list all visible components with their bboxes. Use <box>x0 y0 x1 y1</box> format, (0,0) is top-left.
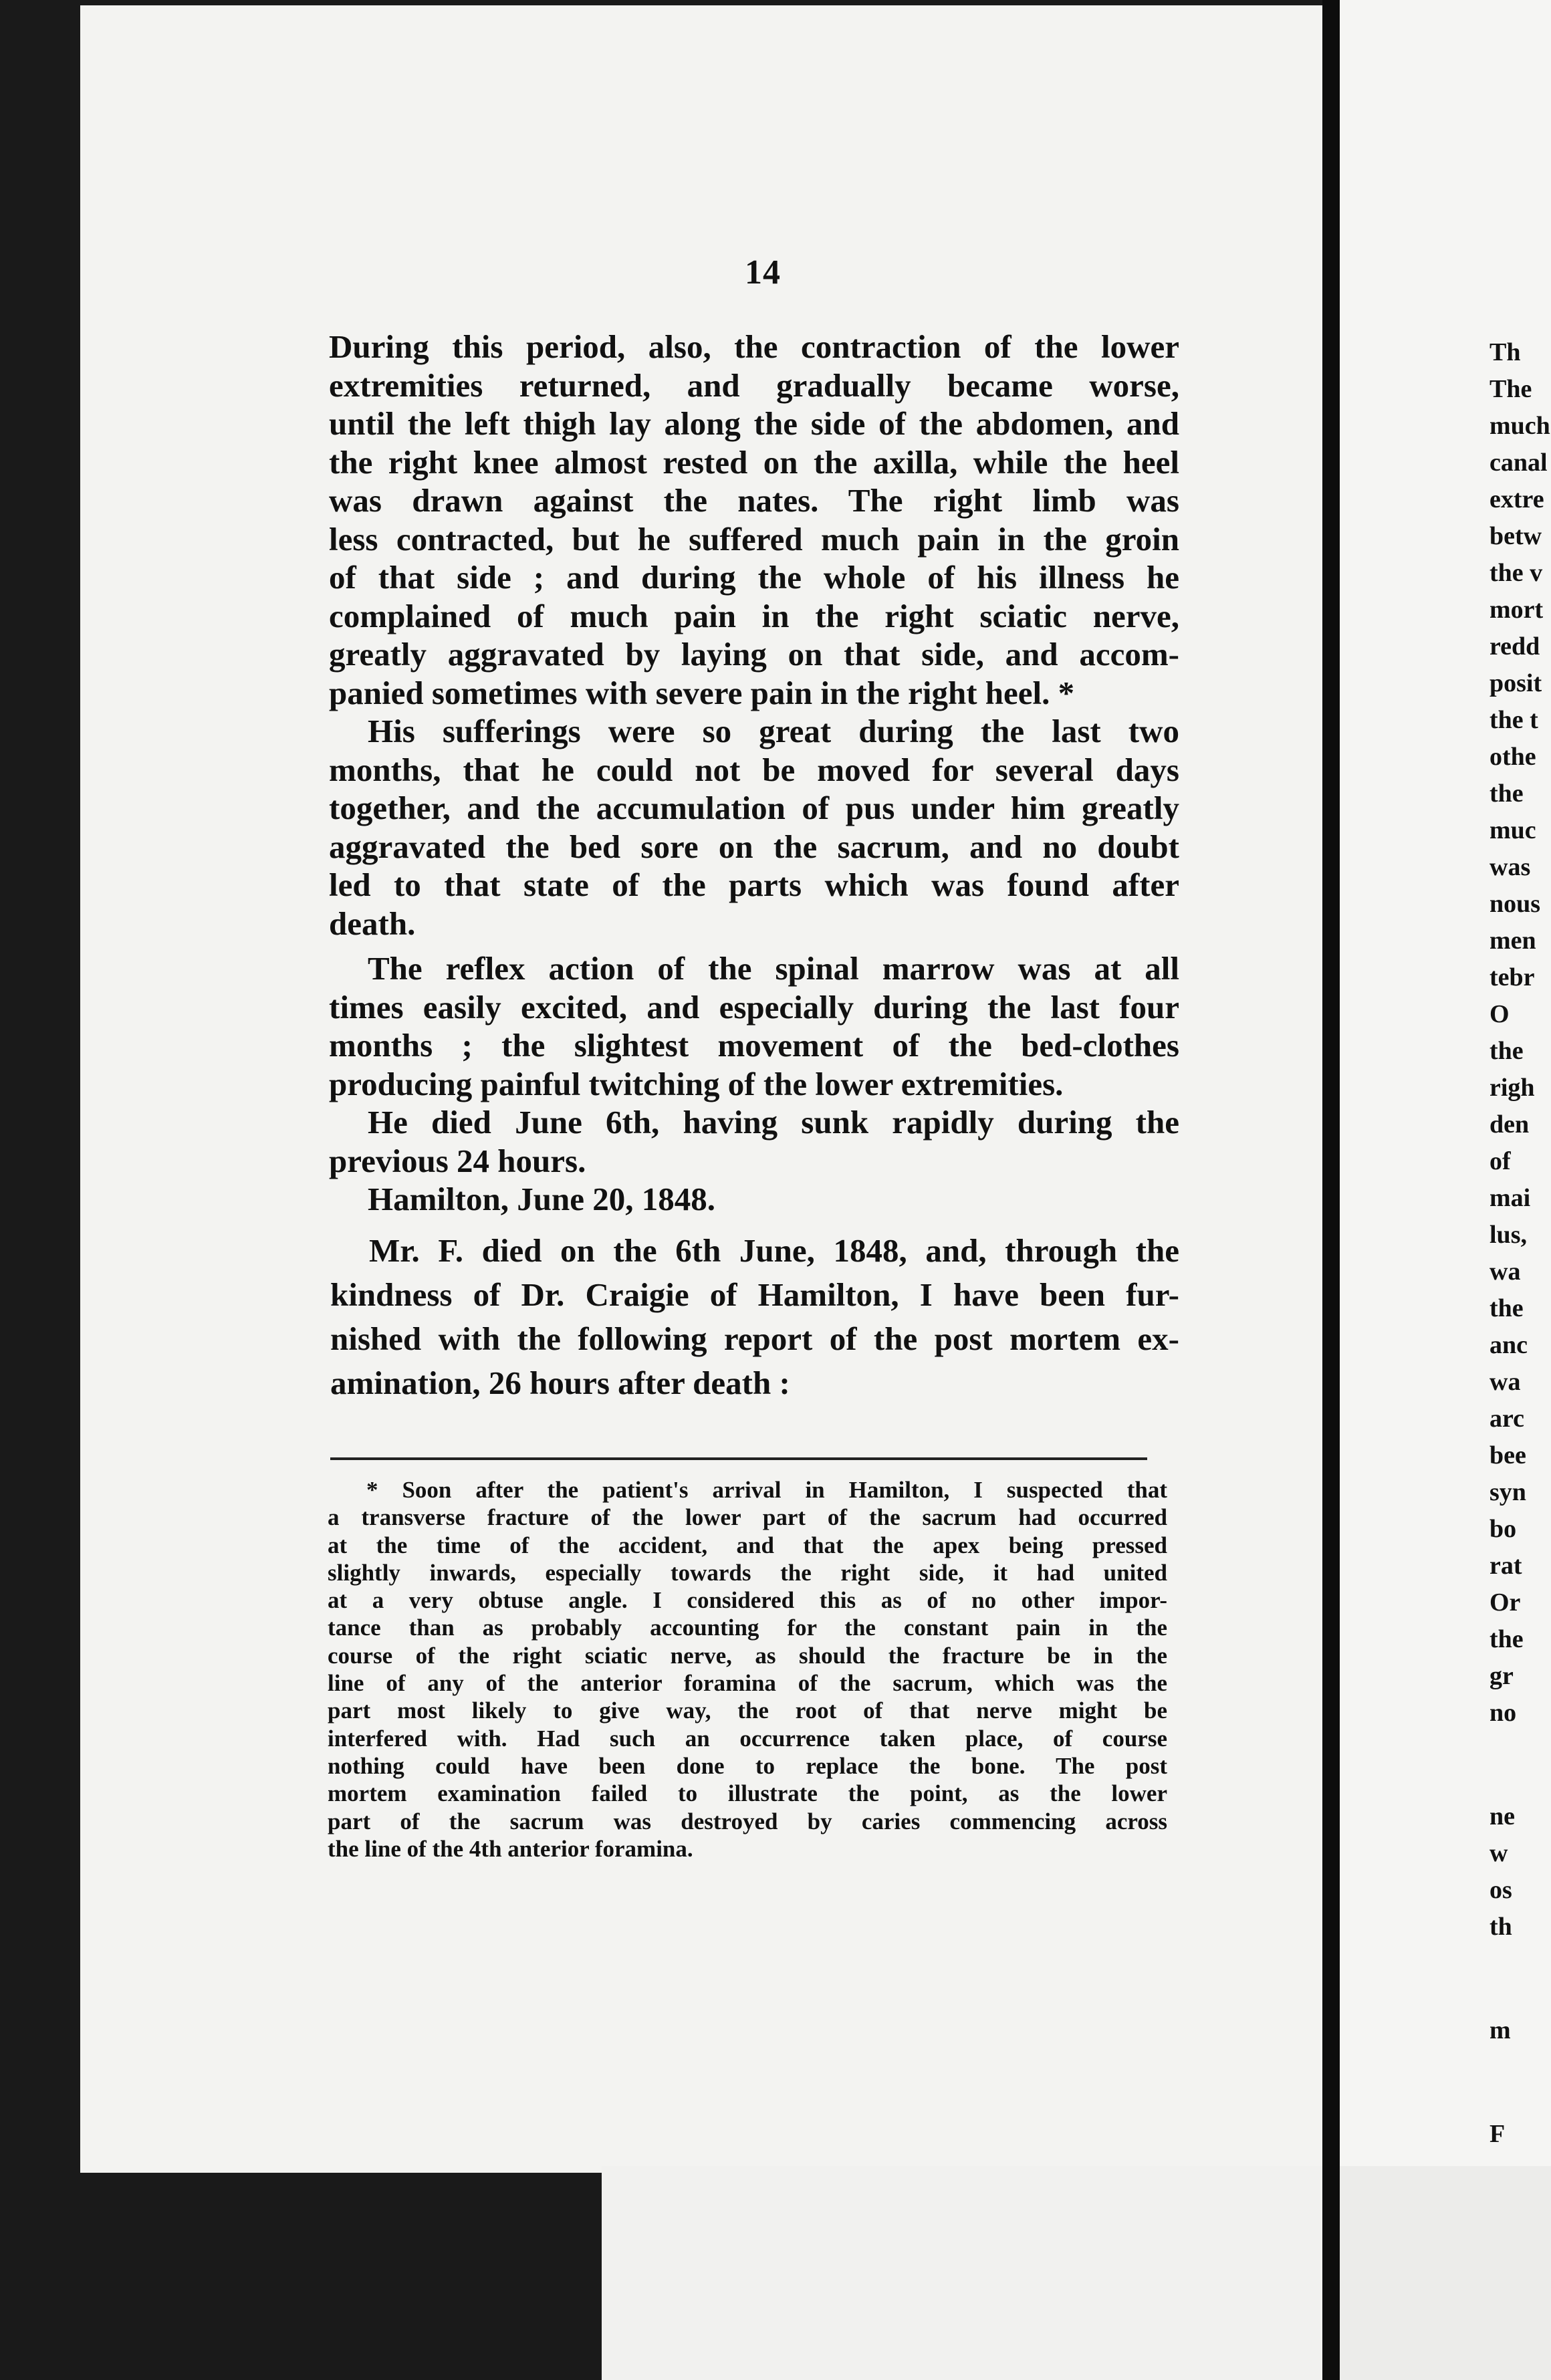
footnote-line: a transverse fracture of the lower part of the sacrum had occurred <box>328 1504 1167 1531</box>
right-page-fragment: the <box>1489 1625 1524 1653</box>
footnote-line: slightly inwards, especially towards the right side, it had united <box>328 1559 1167 1586</box>
fragment-spacer <box>1489 2049 1551 2116</box>
footnote-line: mortem examination failed to illustrate the point, as the lower <box>328 1780 1167 1807</box>
text-line: His sufferings were so great during the last two <box>368 713 1179 749</box>
right-page-text-fragments <box>1489 334 1551 2153</box>
right-page-fragment: m <box>1489 2016 1511 2044</box>
text-line: amination, 26 hours after death : <box>330 1364 790 1401</box>
right-page-fragment: tebr <box>1489 963 1535 991</box>
right-page-fragment: bo <box>1489 1515 1517 1543</box>
paragraph <box>329 328 1179 712</box>
right-page-fragment: othe <box>1489 743 1536 771</box>
right-page-fragment: gr <box>1489 1662 1514 1690</box>
paragraph <box>329 949 1179 1103</box>
right-page-fragment: extre <box>1489 485 1544 513</box>
footnote-line: part most likely to give way, the root of that nerve might be <box>328 1697 1167 1724</box>
text-line: nished with the following report of the post mortem ex- <box>330 1320 1179 1357</box>
right-page-fragment: nous <box>1489 890 1541 918</box>
right-page-fragment: the t <box>1489 706 1538 734</box>
text-line: aggravated the bed sore on the sacrum, and no doubt <box>329 828 1179 865</box>
dateline <box>329 1180 1179 1219</box>
right-page-lower-edge <box>1340 2166 1551 2380</box>
right-page-fragment: th <box>1489 1913 1512 1941</box>
right-page-fragment: F <box>1489 2120 1506 2148</box>
right-page-fragment: anc <box>1489 1331 1528 1359</box>
footnote-line: line of any of the anterior foramina of the sacrum, which was the <box>328 1670 1167 1697</box>
right-page-fragment: the <box>1489 1037 1524 1065</box>
footnote-line: at the time of the accident, and that the apex being pressed <box>328 1532 1167 1558</box>
paragraph <box>329 1103 1179 1180</box>
right-page-fragment: rat <box>1489 1552 1522 1580</box>
main-text <box>329 328 1179 1219</box>
text-line: until the left thigh lay along the side of the abdomen, and <box>329 405 1179 442</box>
footnote-line: at a very obtuse angle. I considered this as of no other impor- <box>328 1587 1167 1614</box>
text-line: together, and the accumulation of pus under him greatly <box>329 790 1179 826</box>
footnote-line: nothing could have been done to replace the bone. The post <box>328 1752 1167 1779</box>
footnote-line: interfered with. Had such an occurrence taken place, of course <box>328 1725 1167 1752</box>
text-line: kindness of Dr. Craigie of Hamilton, I have been fur- <box>330 1276 1179 1313</box>
right-page-fragment: arc <box>1489 1405 1525 1433</box>
right-page-fragment: righ <box>1489 1074 1535 1102</box>
right-page-fragment: w <box>1489 1839 1508 1867</box>
text-line: panied sometimes with severe pain in the right heel. * <box>329 674 1075 711</box>
post-mortem-intro <box>330 1229 1179 1405</box>
right-page-fragment: Or <box>1489 1588 1521 1617</box>
text-line: He died June 6th, having sunk rapidly during the <box>368 1104 1179 1141</box>
right-page-fragment: os <box>1489 1876 1512 1904</box>
text-line: of that side ; and during the whole of his illness he <box>329 559 1179 596</box>
text-line: complained of much pain in the right sciatic nerve, <box>329 597 1179 634</box>
footnote-line: part of the sacrum was destroyed by caries commencing across <box>328 1808 1167 1834</box>
right-page-fragment: no <box>1489 1699 1517 1727</box>
footnote-line: course of the right sciatic nerve, as should the fracture be in the <box>328 1642 1167 1669</box>
right-page-fragment: wa <box>1489 1368 1521 1396</box>
right-page-fragment: was <box>1489 853 1531 881</box>
paragraph <box>329 712 1179 943</box>
text-line: less contracted, but he suffered much pain in the groin <box>329 520 1179 558</box>
text-line: death. <box>329 905 416 942</box>
right-page-fragment: the <box>1489 1294 1524 1322</box>
left-page-lower-edge <box>602 2166 1330 2380</box>
right-page-fragment: of <box>1489 1147 1511 1175</box>
right-page-fragment: redd <box>1489 632 1540 661</box>
text-line: led to that state of the parts which was found after <box>329 866 1179 903</box>
right-page-fragment: much <box>1489 412 1550 440</box>
text-line: times easily excited, and especially during the last four <box>329 988 1179 1026</box>
right-page-fragment: betw <box>1489 522 1542 550</box>
text-line: During this period, also, the contraction of the lower <box>329 328 1179 365</box>
book-binding <box>1322 0 1340 2380</box>
right-page-fragment: wa <box>1489 1258 1521 1286</box>
footnote-line: * Soon after the patient's arrival in Hamilton, I suspected that <box>366 1477 1167 1503</box>
text-line: was drawn against the nates. The right limb was <box>329 482 1179 519</box>
page-number: 14 <box>745 253 781 291</box>
right-page-fragment: mai <box>1489 1184 1531 1212</box>
footnote-rule <box>330 1457 1147 1460</box>
right-page-fragment: mort <box>1489 596 1544 624</box>
text-line: Mr. F. died on the 6th June, 1848, and, through the <box>369 1232 1179 1269</box>
text-line: extremities returned, and gradually became worse, <box>329 366 1179 404</box>
text-line: producing painful twitching of the lower extremities. <box>329 1065 1064 1102</box>
right-page-fragment: canal <box>1489 449 1548 477</box>
right-page-fragment: The <box>1489 375 1532 403</box>
right-page-fragment: O <box>1489 1000 1510 1028</box>
right-page-fragment: men <box>1489 927 1536 955</box>
right-page-fragment: muc <box>1489 816 1536 844</box>
right-page-fragment: lus, <box>1489 1221 1527 1249</box>
right-page-fragment: posit <box>1489 669 1542 697</box>
text-line: Hamilton, June 20, 1848. <box>368 1181 715 1217</box>
right-page-fragment: the <box>1489 780 1524 808</box>
fragment-spacer <box>1489 1732 1551 1798</box>
footnote <box>328 1476 1167 1863</box>
footnote-line: the line of the 4th anterior foramina. <box>328 1835 693 1862</box>
text-line: the right knee almost rested on the axilla, while the heel <box>329 443 1179 481</box>
text-line: months, that he could not be moved for several days <box>329 751 1179 788</box>
fragment-spacer <box>1489 1945 1551 2012</box>
right-page-fragment: Th <box>1489 338 1521 366</box>
right-page-fragment: the v <box>1489 559 1543 587</box>
right-page-fragment: ne <box>1489 1802 1515 1830</box>
text-line: greatly aggravated by laying on that side, and accom- <box>329 636 1179 673</box>
text-line: The reflex action of the spinal marrow was at all <box>368 950 1179 987</box>
footnote-line: tance than as probably accounting for the constant pain in the <box>328 1615 1167 1641</box>
right-page-fragment: syn <box>1489 1478 1526 1506</box>
right-page-fragment: den <box>1489 1110 1530 1139</box>
text-line: months ; the slightest movement of the bed-clothes <box>329 1027 1179 1064</box>
text-line: previous 24 hours. <box>329 1142 586 1179</box>
right-page-fragment: bee <box>1489 1441 1526 1469</box>
